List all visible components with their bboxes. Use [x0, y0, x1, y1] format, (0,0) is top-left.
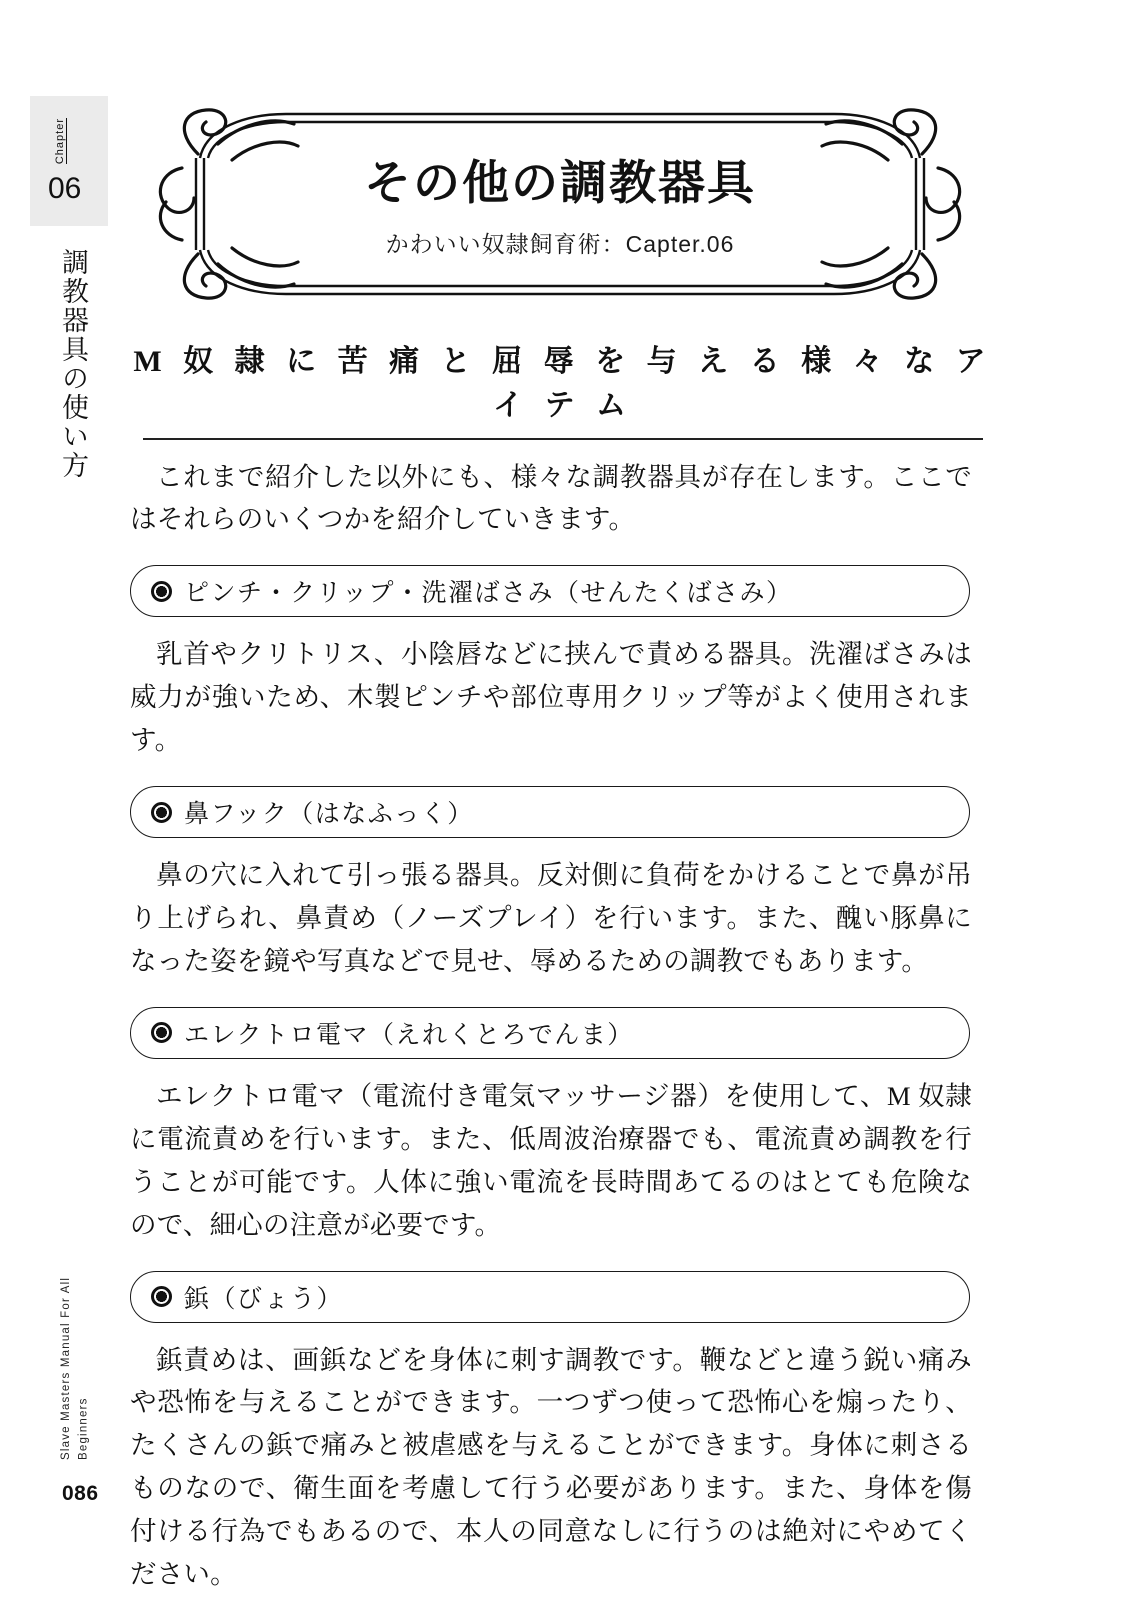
item-title-3: エレクトロ電マ（えれくとろでんま）: [184, 1021, 634, 1049]
item-body-1: 乳首やクリトリス、小陰唇などに挟んで責める器具。洗濯ばさみは威力が強いため、木製ピンチや部位専用クリップ等がよく使用されます。: [130, 639, 972, 756]
item-header-3: [130, 1007, 970, 1059]
page-number: 086: [62, 1482, 99, 1505]
item-body-3: エレクトロ電マ（電流付き電気マッサージ器）を使用して、M 奴隷に電流責めを行います。また、低周波治療器でも、電流責め調教を行うことが可能です。人体に強い電流を長時間あてるのはとても危険なので、細心の注意が必要です。: [130, 1080, 972, 1240]
circle-bullet-icon: [151, 1286, 172, 1307]
chapter-tab: [30, 96, 108, 226]
item-title-1: ピンチ・クリップ・洗濯ばさみ（せんたくばさみ）: [184, 580, 793, 608]
item-header-1: [130, 565, 970, 617]
circle-bullet-icon: [151, 1022, 172, 1043]
item-title-2: 鼻フック（はなふっく）: [184, 801, 474, 829]
item-body-2: 鼻の穴に入れて引っ張る器具。反対側に負荷をかけることで鼻が吊り上げられ、鼻責め（ノーズプレイ）を行います。また、醜い豚鼻になった姿を鏡や写真などで見せ、辱めるための調教でもあります。: [130, 860, 972, 976]
chapter-label: Chapter: [54, 118, 66, 165]
page-content: [128, 0, 998, 1600]
chapter-title-frame: [136, 98, 984, 310]
item-title-4: 鋲（びょう）: [184, 1285, 344, 1313]
section-headline-rule: [143, 438, 983, 440]
item-header-2: [130, 786, 970, 838]
book-running-footer: Slave Masters Manual For All Beginners: [60, 1276, 90, 1460]
chapter-title: その他の調教器具: [364, 158, 756, 210]
item-header-4: [130, 1271, 970, 1323]
circle-bullet-icon: [151, 581, 172, 602]
chapter-subtitle: かわいい奴隷飼育術：Capter.06: [385, 231, 735, 257]
left-margin-rail: [0, 0, 108, 1600]
running-section-title: 調教器具の使い方: [58, 248, 88, 480]
intro-paragraph: これまで紹介した以外にも、様々な調教器具が存在します。ここではそれらのいくつかを紹介していきます。: [130, 461, 972, 535]
circle-bullet-icon: [151, 802, 172, 823]
chapter-number: 06: [48, 172, 82, 205]
chapter-divider: [66, 118, 67, 164]
section-headline: M 奴 隷 に 苦 痛 と 屈 辱 を 与 え る 様 々 な ア イ テ ム: [133, 345, 993, 422]
item-body-4: 鋲責めは、画鋲などを身体に刺す調教です。鞭などと違う鋭い痛みや恐怖を与えることができます。一つずつ使って恐怖心を煽ったり、たくさんの鋲で痛みと被虐感を与えることができます。身体に刺さるものなので、衛生面を考慮して行う必要があります。また、身体を傷付ける行為でもあるので、本人の同意なしに行うのは絶対にやめてください。: [130, 1344, 972, 1590]
